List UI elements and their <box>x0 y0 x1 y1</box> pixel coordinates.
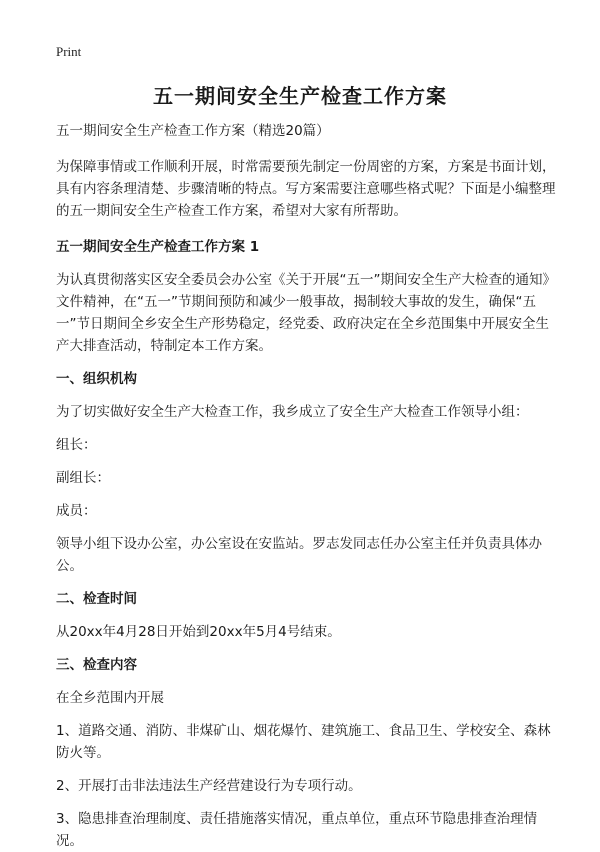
members-line: 成员： <box>56 503 97 519</box>
section-1-intro-paragraph: 为认真贯彻落实区安全委员会办公室《关于开展“五一”期间安全生产大检查的通知》文件精神，在“五一”节期间预防和减少一般事故，揭制较大事故的发生，确保“五一”节日期间全乡安全生产形势稳定，经党委、政府决定在全乡范围集中开展安全生产大排查活动，特制定本工作方案。 <box>56 272 556 354</box>
org-paragraph: 为了切实做好安全生产大检查工作，我乡成立了安全生产大检查工作领导小组： <box>56 404 529 420</box>
leader-line: 组长： <box>56 437 97 453</box>
time-heading: 二、检查时间 <box>56 591 137 607</box>
section-1-heading: 五一期间安全生产检查工作方案 1 <box>56 239 260 255</box>
document-subtitle: 五一期间安全生产检查工作方案（精选20篇） <box>56 123 330 139</box>
document-body <box>56 120 556 852</box>
print-link[interactable]: Print <box>56 44 82 59</box>
deputy-line: 副组长： <box>56 470 110 486</box>
document-title: 五一期间安全生产检查工作方案 <box>153 84 447 108</box>
intro-paragraph: 为保障事情或工作顺利开展，时常需要预先制定一份周密的方案，方案是书面计划，具有内容条理清楚、步骤清晰的特点。写方案需要注意哪些格式呢？下面是小编整理的五一期间安全生产检查工作方案，希望对大家有所帮助。 <box>56 159 556 219</box>
content-intro-paragraph: 在全乡范围内开展 <box>56 690 164 706</box>
content-item-3: 3、隐患排查治理制度、责任措施落实情况，重点单位，重点环节隐患排查治理情况。 <box>56 811 538 849</box>
content-heading: 三、检查内容 <box>56 657 137 673</box>
content-item-2: 2、开展打击非法违法生产经营建设行为专项行动。 <box>56 778 362 794</box>
time-paragraph: 从20xx年4月28日开始到20xx年5月4号结束。 <box>56 624 341 640</box>
content-item-1: 1、道路交通、消防、非煤矿山、烟花爆竹、建筑施工、食品卫生、学校安全、森林防火等。 <box>56 723 551 761</box>
office-paragraph: 领导小组下设办公室，办公室设在安监站。罗志发同志任办公室主任并负责具体办公。 <box>56 536 542 574</box>
org-heading: 一、组织机构 <box>56 371 137 387</box>
